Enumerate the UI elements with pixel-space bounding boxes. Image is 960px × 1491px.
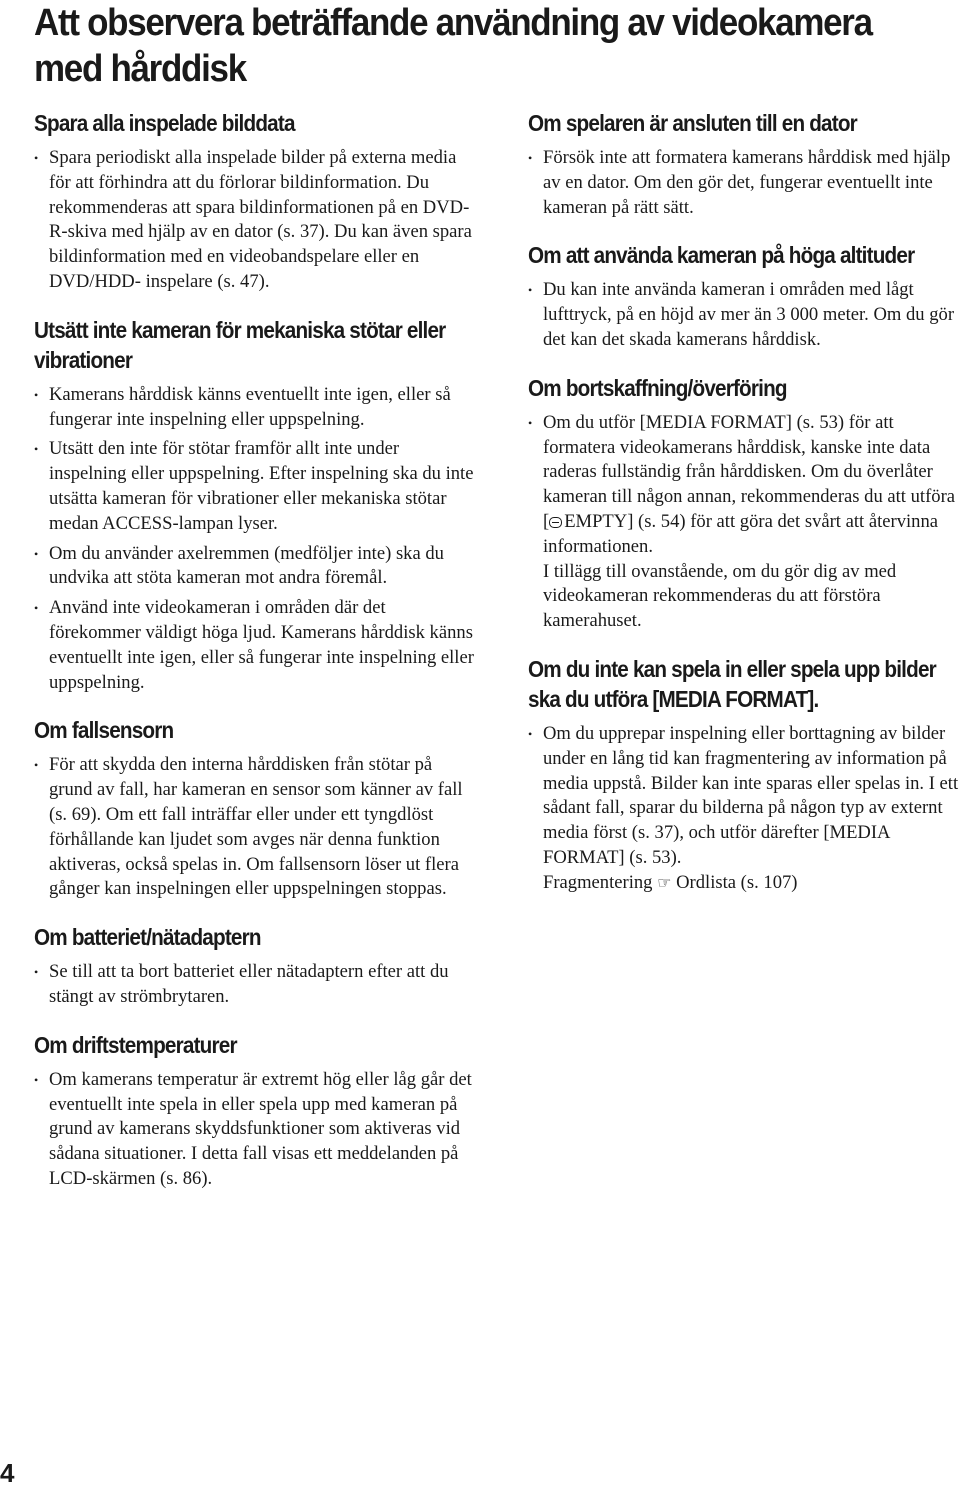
hdd-empty-icon xyxy=(549,517,562,528)
section-save-data xyxy=(34,108,474,295)
list-item: • Utsätt den inte för stötar framför allt inte under inspelning eller uppspelning. Efter inspelning ska du inte utsätta kameran för vibrationer eller mekaniska stötar medan ACCESS-lampan lyser. xyxy=(34,438,474,534)
bullet-icon: • xyxy=(528,415,533,430)
list-item: • Om du utför [MEDIA FORMAT] (s. 53) för att formatera videokamerans hårddisk, kanske inte data raderas fullständig från hårddisken. Om du överlåter kameran till någon annan, rekommenderas du att utföra [ EMPTY] (s. 54) för att göra det svårt att återvinna informationen. I tillägg till ovanstående, om du gör dig av med videokameran rekommenderas du att förstöra kamerahuset. xyxy=(528,411,956,632)
section-battery xyxy=(34,922,474,1010)
bullet-icon: • xyxy=(34,442,39,457)
list-item: • Försök inte att formatera kamerans hårddisk med hjälp av en dator. Om den gör det, fungerar eventuellt inte kameran på rätt sätt. xyxy=(528,147,951,218)
list-item: • Du kan inte använda kameran i områden med lågt lufttryck, på en höjd av mer än 3 000 meter. Om du gör det kan det skada kamerans hårddisk. xyxy=(528,279,955,350)
section-temperature xyxy=(34,1030,474,1192)
page-title: Att observera beträffande användning av videokamera med hårddisk xyxy=(34,2,872,90)
section-computer xyxy=(528,108,960,220)
section-disposal xyxy=(528,373,960,634)
list-item: • För att skydda den interna hårddisken från stötar på grund av fall, har kameran en sensor som känner av fall (s. 69). Om ett fall inträffar eller under ett tyngdlöst förhållande kan ljudet som avges när denna funktion aktiveras, också spelas in. Om fallsensorn löser ut flera gånger kan inspelningen eller uppspelningen stoppas. xyxy=(34,754,463,900)
section-heading: Om att använda kameran på höga altituder xyxy=(528,242,915,269)
left-column xyxy=(34,108,474,1197)
list-item: • Spara periodiskt alla inspelade bilder på externa media för att förhindra att du förlorar bildinformation. Du rekommenderas att spara bildinformationen på en DVD-R-skiva med hjälp av en dator (s. 37). Du kan även spara bildinformation med en videobandspelare eller en DVD/HDD- inspelare (s. 47). xyxy=(34,147,472,292)
section-heading: Om driftstemperaturer xyxy=(34,1031,237,1058)
page-number: 4 xyxy=(0,1458,15,1488)
bullet-icon: • xyxy=(34,151,39,165)
section-heading: Om bortskaffning/överföring xyxy=(528,374,787,401)
bullet-icon: • xyxy=(34,546,39,561)
reference-arrow-icon: ☞ xyxy=(657,872,672,892)
section-heading: Om du inte kan spela in eller spela upp bilder ska du utföra [MEDIA FORMAT]. xyxy=(528,655,936,712)
section-heading: Om spelaren är ansluten till en dator xyxy=(528,110,857,136)
section-media-format xyxy=(528,654,960,896)
list-item: • Kamerans hårddisk känns eventuellt inte igen, eller så fungerar inte inspelning eller uppspelning. xyxy=(34,383,451,430)
list-item: • Se till att ta bort batteriet eller nätadaptern efter att du stängt av strömbrytaren. xyxy=(34,961,449,1007)
section-shock xyxy=(34,315,474,696)
list-item: • Om du upprepar inspelning eller borttagning av bilder under en lång tid kan fragmentering av information på media uppstå. Bilder kan inte sparas eller spelas in. I ett sådant fall, sparar du bilderna på någon typ av externt media först (s. 37), och utför därefter [MEDIA FORMAT] (s. 53). Fragmentering ☞ Ordlista (s. 107) xyxy=(528,722,959,893)
bullet-icon: • xyxy=(34,965,39,980)
list-item: • Om du använder axelremmen (medföljer inte) ska du undvika att stöta kameran mot andra föremål. xyxy=(34,542,444,589)
list-item: • Använd inte videokameran i områden där det förekommer väldigt höga ljud. Kamerans hårddisk känns eventuellt inte igen, eller så fungerar inte inspelning eller uppspelning. xyxy=(34,597,474,693)
bullet-icon: • xyxy=(34,601,39,616)
bullet-icon: • xyxy=(34,1072,39,1087)
section-heading: Om fallsensorn xyxy=(34,717,174,744)
bullet-icon: • xyxy=(528,726,533,741)
bullet-icon: • xyxy=(34,758,39,773)
bullet-icon: • xyxy=(528,151,533,165)
section-heading: Om batteriet/nätadaptern xyxy=(34,924,261,951)
bullet-icon: • xyxy=(34,387,39,402)
bullet-icon: • xyxy=(528,283,533,298)
right-column xyxy=(528,108,960,901)
section-fall-sensor xyxy=(34,715,474,902)
list-item: • Om kamerans temperatur är extremt hög eller låg går det eventuellt inte spela in eller spela upp med kameran på grund av kamerans skyddsfunktioner som aktiveras vid sådana situationer. I detta fall visas ett meddelanden på LCD-skärmen (s. 86). xyxy=(34,1068,472,1189)
section-heading: Utsätt inte kameran för mekaniska stötar eller vibrationer xyxy=(34,316,446,373)
section-altitude xyxy=(528,240,960,352)
section-heading: Spara alla inspelade bilddata xyxy=(34,110,295,136)
